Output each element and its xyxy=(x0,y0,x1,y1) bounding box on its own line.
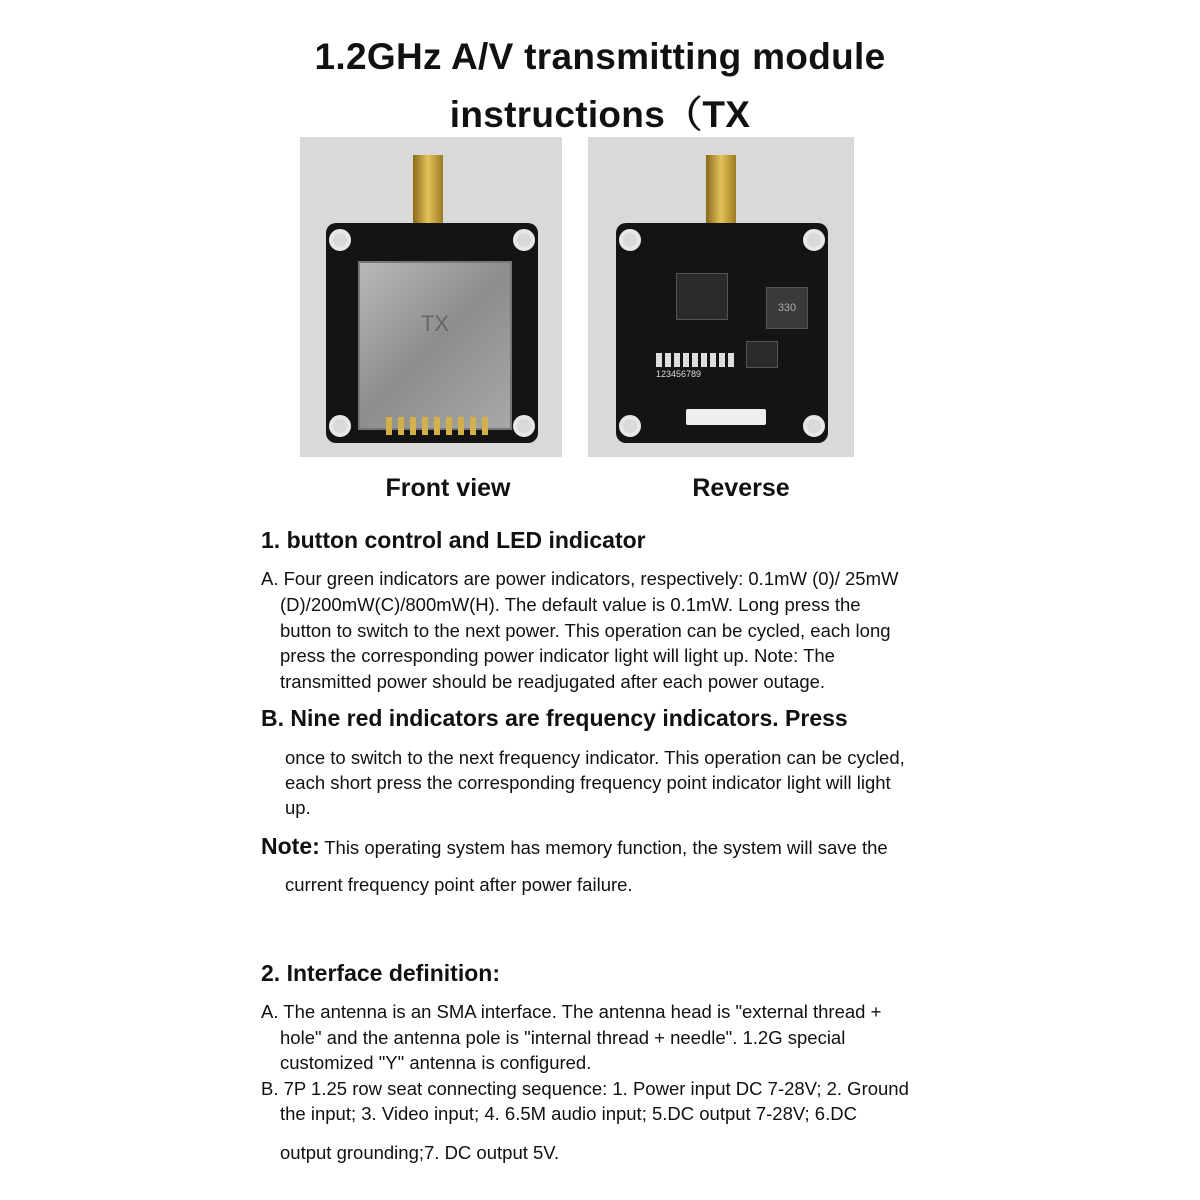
section1-a-line: press the corresponding power indicator light will light up. Note: The xyxy=(280,645,835,666)
shield-label: TX xyxy=(420,311,450,336)
section1-b-heading: B. Nine red indicators are frequency indicators. Press xyxy=(261,705,848,731)
document-title-line1: 1.2GHz A/V transmitting module xyxy=(314,36,886,77)
section2-b-line: output grounding;7. DC output 5V. xyxy=(280,1142,560,1163)
section2-heading: 2. Interface definition: xyxy=(261,960,500,986)
section1-b-line: each short press the corresponding frequency point indicator light will light xyxy=(285,772,891,793)
sma-antenna-connector xyxy=(413,155,443,225)
front-view-caption: Front view xyxy=(385,474,511,502)
section2-a-line: customized "Y" antenna is configured. xyxy=(280,1052,592,1073)
section1-a-line: transmitted power should be readjugated after each power outage. xyxy=(280,671,826,692)
section1-b-line: up. xyxy=(285,797,311,818)
sma-antenna-connector xyxy=(706,155,736,225)
section1-a-line: (D)/200mW(C)/800mW(H). The default value is 0.1mW. Long press the xyxy=(280,594,861,615)
front-view-photo xyxy=(300,137,562,457)
reverse-view-photo xyxy=(588,137,854,457)
pcb-board xyxy=(326,223,538,443)
section2-a-line: hole" and the antenna pole is "internal thread + needle". 1.2G special xyxy=(280,1027,846,1048)
rf-shield xyxy=(358,261,512,430)
section1-a-line: A. Four green indicators are power indicators, respectively: 0.1mW (0)/ 25mW xyxy=(261,568,899,589)
dip-label: 123456789 xyxy=(656,369,702,379)
7p-connector xyxy=(686,409,766,425)
reverse-caption: Reverse xyxy=(692,474,790,502)
note-text-line2: current frequency point after power failure. xyxy=(285,874,633,895)
ic-chip-small xyxy=(746,341,778,368)
pcb-board xyxy=(616,223,828,443)
section2-b-line: the input; 3. Video input; 4. 6.5M audio input; 5.DC output 7-28V; 6.DC xyxy=(280,1103,857,1124)
document-title-line2: instructions（TX xyxy=(449,94,751,135)
note-text: This operating system has memory function, the system will save the xyxy=(324,837,888,858)
dip-leds xyxy=(656,353,736,367)
note-paragraph xyxy=(261,833,888,860)
section1-a-line: button to switch to the next power. This operation can be cycled, each long xyxy=(280,620,891,641)
section1-heading: 1. button control and LED indicator xyxy=(261,527,646,553)
ic-chip xyxy=(676,273,728,320)
inductor: 330 xyxy=(766,287,808,329)
section2-a-line: A. The antenna is an SMA interface. The antenna head is "external thread + xyxy=(261,1001,882,1022)
section1-b-line: once to switch to the next frequency indicator. This operation can be cycled, xyxy=(285,747,905,768)
note-label: Note: xyxy=(261,833,320,859)
section2-b-line: B. 7P 1.25 row seat connecting sequence: 1. Power input DC 7-28V; 2. Ground xyxy=(261,1078,909,1099)
